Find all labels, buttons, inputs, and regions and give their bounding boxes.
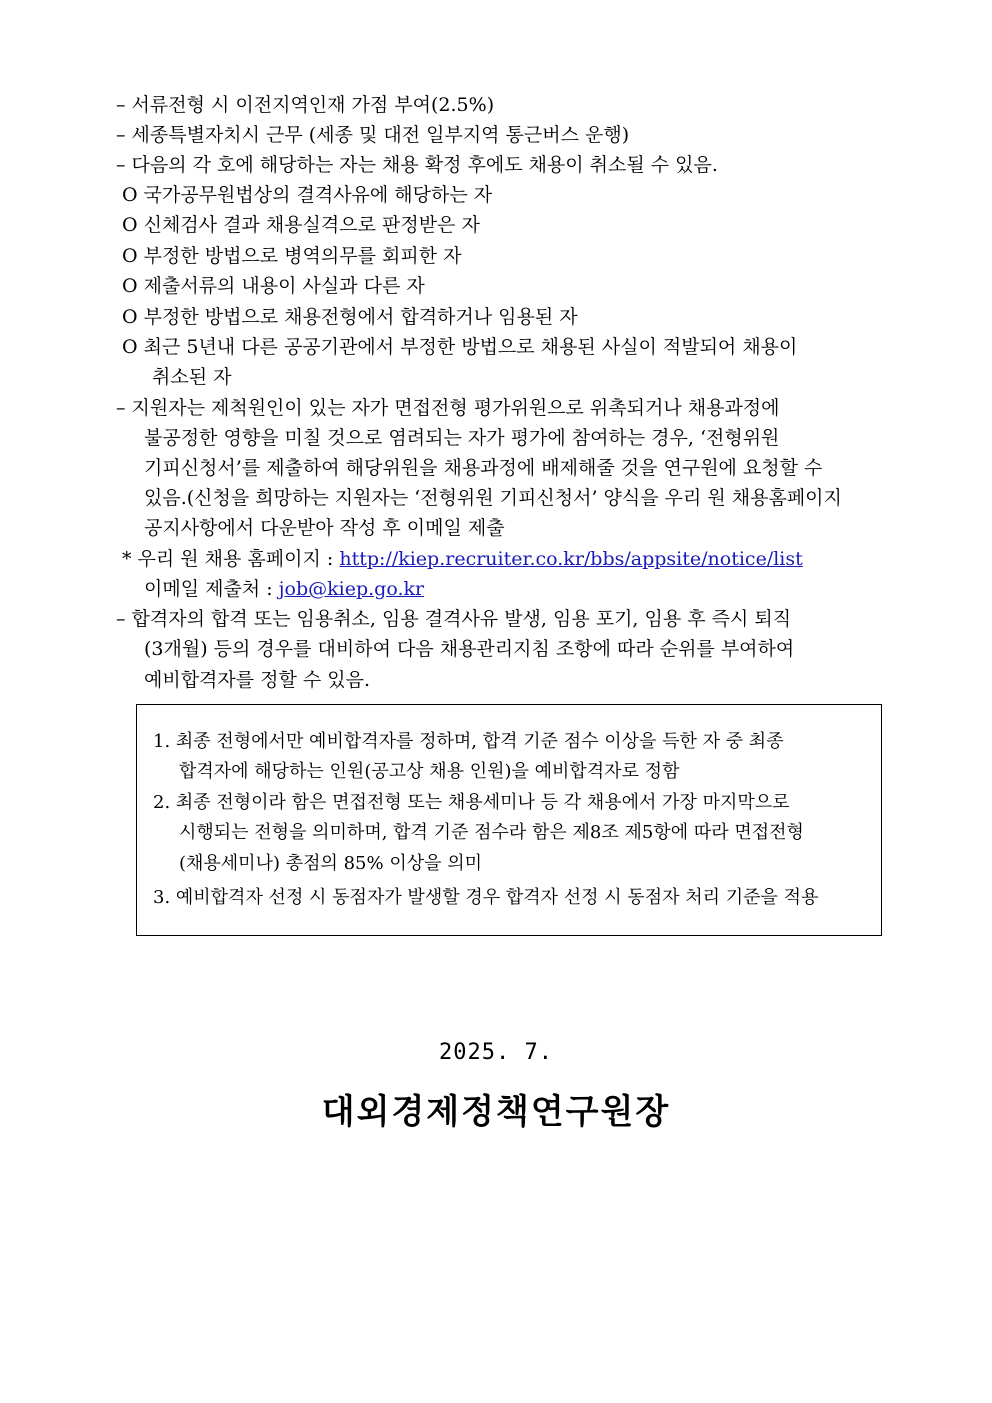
rule-item-continued: 합격자에 해당하는 인원(공고상 채용 인원)을 예비합격자로 정함 xyxy=(179,761,680,782)
issuer-signature: 대외경제정책연구원장 xyxy=(321,1092,671,1132)
bullet-line: – 다음의 각 호에 해당하는 자는 채용 확정 후에도 채용이 취소될 수 있음. xyxy=(116,154,718,176)
homepage-link[interactable]: http://kiep.recruiter.co.kr/bbs/appsite/notice/list xyxy=(339,548,803,570)
homepage-line xyxy=(122,546,803,572)
paragraph-line: – 지원자는 제척원인이 있는 자가 면접전형 평가위원으로 위촉되거나 채용과정에 xyxy=(116,397,780,419)
sub-item: O 국가공무원법상의 결격사유에 해당하는 자 xyxy=(122,184,493,206)
paragraph-line: 기피신청서’를 제출하여 해당위원을 채용과정에 배제해줄 것을 연구원에 요청할 수 xyxy=(144,457,823,479)
homepage-label: * 우리 원 채용 홈페이지 : xyxy=(122,548,340,570)
paragraph-line: 예비합격자를 정할 수 있음. xyxy=(144,669,371,691)
sub-item: O 신체검사 결과 채용실격으로 판정받은 자 xyxy=(122,214,480,236)
rule-item-continued: (채용세미나) 총점의 85% 이상을 의미 xyxy=(179,853,482,874)
paragraph-line: 불공정한 영향을 미칠 것으로 염려되는 자가 평가에 참여하는 경우, ‘전형위원 xyxy=(144,427,780,449)
paragraph-line: 공지사항에서 다운받아 작성 후 이메일 제출 xyxy=(144,517,505,539)
rule-item: 3. 예비합격자 선정 시 동점자가 발생할 경우 합격자 선정 시 동점자 처리 기준을 적용 xyxy=(153,887,819,908)
email-link[interactable]: job@kiep.go.kr xyxy=(278,578,425,600)
document-date: 2025. 7. xyxy=(439,1040,553,1065)
sub-item: O 부정한 방법으로 병역의무를 회피한 자 xyxy=(122,245,462,267)
bullet-line: – 세종특별자치시 근무 (세종 및 대전 일부지역 통근버스 운행) xyxy=(116,124,630,146)
sub-item: O 최근 5년내 다른 공공기관에서 부정한 방법으로 채용된 사실이 적발되어 채용이 xyxy=(122,336,798,358)
bullet-line: – 서류전형 시 이전지역인재 가점 부여(2.5%) xyxy=(116,94,495,116)
email-line xyxy=(144,576,424,602)
email-label: 이메일 제출처 : xyxy=(144,578,279,600)
sub-item: O 부정한 방법으로 채용전형에서 합격하거나 임용된 자 xyxy=(122,306,578,328)
rule-item: 2. 최종 전형이라 함은 면접전형 또는 채용세미나 등 각 채용에서 가장 마지막으로 xyxy=(153,792,790,813)
sub-item-continued: 취소된 자 xyxy=(152,366,232,388)
rule-item: 1. 최종 전형에서만 예비합격자를 정하며, 합격 기준 점수 이상을 득한 자 중 최종 xyxy=(153,731,784,752)
reserve-rules-box xyxy=(136,704,882,936)
rule-item-continued: 시행되는 전형을 의미하며, 합격 기준 점수라 함은 제8조 제5항에 따라 면접전형 xyxy=(179,822,804,843)
paragraph-line: 있음.(신청을 희망하는 지원자는 ‘전형위원 기피신청서’ 양식을 우리 원 채용홈페이지 xyxy=(144,487,842,509)
paragraph-line: (3개월) 등의 경우를 대비하여 다음 채용관리지침 조항에 따라 순위를 부여하여 xyxy=(144,638,795,660)
paragraph-line: – 합격자의 합격 또는 임용취소, 임용 결격사유 발생, 임용 포기, 임용 후 즉시 퇴직 xyxy=(116,608,792,630)
sub-item: O 제출서류의 내용이 사실과 다른 자 xyxy=(122,275,425,297)
